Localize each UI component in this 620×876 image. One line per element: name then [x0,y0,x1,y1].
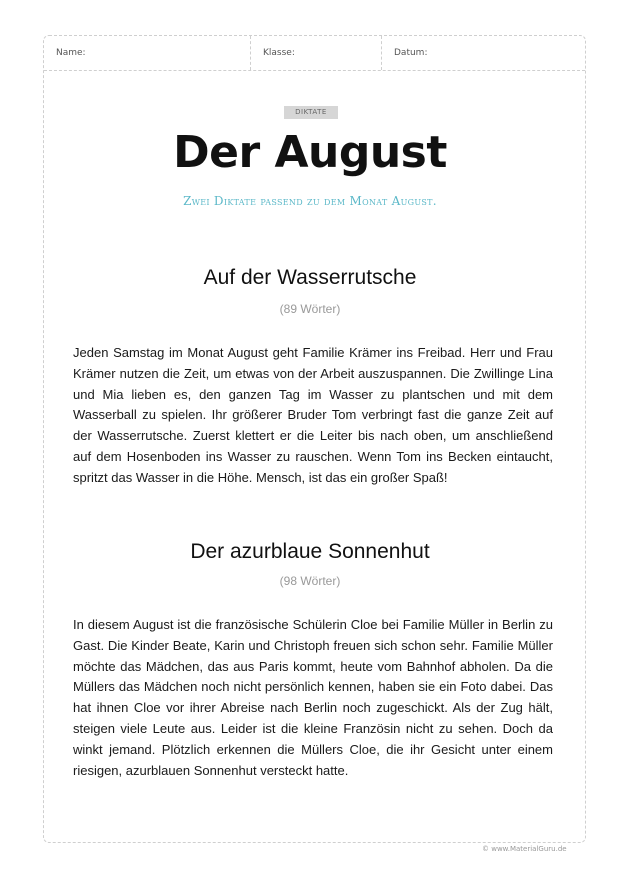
page-subtitle: Zwei Diktate passend zu dem Monat August. [183,194,437,208]
header-row [44,36,585,71]
name-field[interactable] [44,36,250,70]
name-label: Name: [56,48,86,58]
word-count-2: (98 Wörter) [279,574,341,588]
dictation-text-1: Jeden Samstag im Monat August geht Familie Krämer ins Freibad. Herr und Frau Krämer nutzen die Zeit, um etwas von der Arbeit auszuspannen. Die Zwillinge Lina und Mia lieben es, den ganzen Tag im Wasser zu plantschen und mit dem Wasserball zu spielen. Ihr größerer Bruder Tom verbringt fast die ganze Zeit auf der Wasserrutsche. Zuerst klettert er die Leiter bis nach oben, um anschließend auf dem Hosenboden ins Wasser zu rauschen. Wenn Tom ins Becken eintaucht, spritzt das Wasser in die Höhe. Mensch, ist das ein großer Spaß! [73,345,553,485]
class-field[interactable] [250,36,381,70]
word-count-1: (89 Wörter) [279,302,341,316]
class-label: Klasse: [263,48,295,58]
section-heading-2: Der azurblaue Sonnenhut [190,540,430,563]
dictation-text-2: In diesem August ist die französische Schülerin Cloe bei Familie Müller in Berlin zu Gast. Die Kinder Beate, Karin und Christoph freuen sich schon sehr. Familie Müller möchte das Mädchen, das aus Paris kommt, heute vom Bahnhof abholen. Da die Müllers das Mädchen noch nicht persönlich kennen, haben sie ein Foto dabei. Das hat ihnen Cloe vor ihrer Abreise nach Berlin noch zugeschickt. Als der Zug hält, steigen viele Leute aus. Leider ist die kleine Französin nicht zu sehen. Doch da winkt jemand. Plötzlich erkennen die Müllers Cloe, die ihr Gesicht unter einem riesigen, azurblauen Sonnenhut versteckt hatte. [73,617,553,778]
date-label: Datum: [394,48,428,58]
copyright-footer: © www.MaterialGuru.de [482,845,567,853]
date-field[interactable] [381,36,587,70]
page-title: Der August [173,127,447,178]
category-tag: DIKTATE [284,106,338,119]
section-heading-1: Auf der Wasserrutsche [203,266,417,289]
